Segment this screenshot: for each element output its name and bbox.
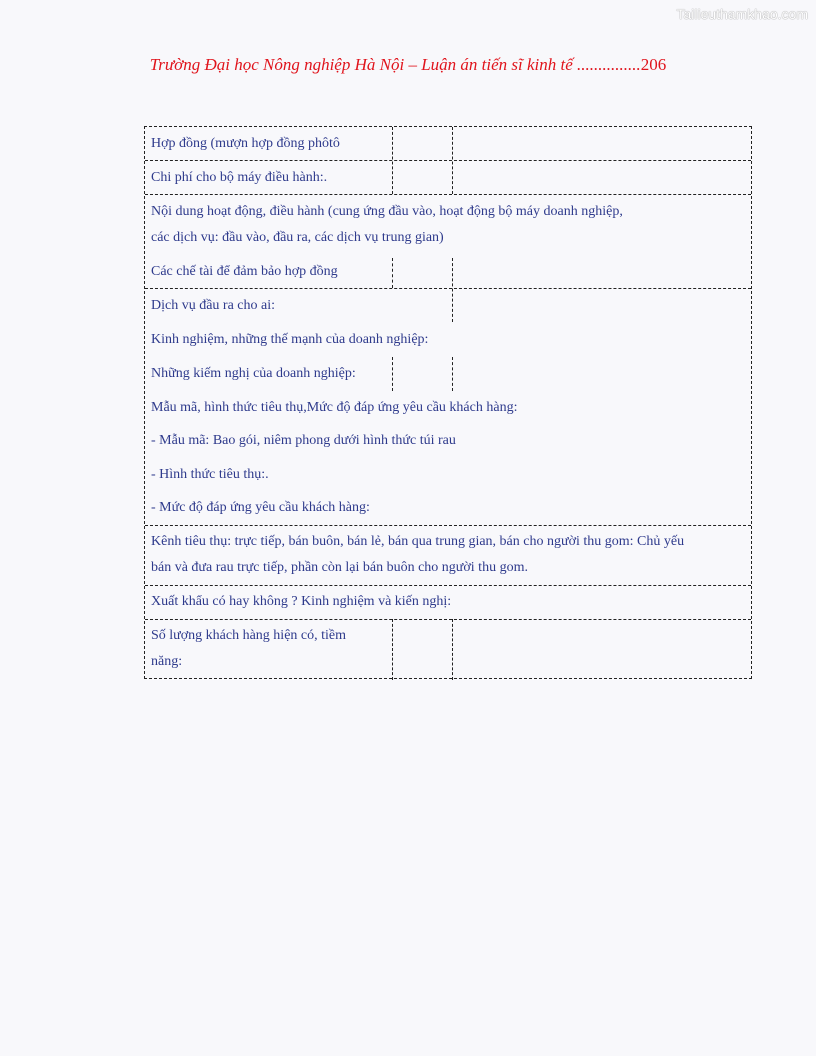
row-sales-channel: Kênh tiêu thụ: trực tiếp, bán buôn, bán lẻ, bán qua trung gian, bán cho người thu gom: Chủ yếu: [151, 534, 685, 549]
row-experience-strengths: Kinh nghiệm, những thế mạnh của doanh nghiệp:: [151, 332, 429, 347]
row-divider: [145, 585, 751, 586]
column-divider: [392, 357, 393, 391]
row-design-consumption: Mẫu mã, hình thức tiêu thụ,Mức độ đáp ứng yêu cầu khách hàng:: [151, 400, 518, 415]
watermark-text: Tailieuthamkhao.com: [676, 6, 808, 22]
row-export: Xuất khẩu có hay không ? Kinh nghiệm và kiến nghị:: [151, 594, 452, 609]
row-consumption-form: - Hình thức tiêu thụ:.: [151, 467, 269, 482]
column-divider: [392, 258, 393, 288]
column-divider: [452, 357, 453, 391]
column-divider: [452, 258, 453, 322]
page-header: [0, 55, 816, 75]
row-divider: [145, 194, 751, 195]
row-divider: [145, 160, 751, 161]
row-contract: Hợp đồng (mượn hợp đồng phôtô: [151, 136, 340, 151]
row-customer-count: Số lượng khách hàng hiện có, tiềm: [151, 628, 347, 643]
row-output-services: Dịch vụ đầu ra cho ai:: [151, 298, 276, 313]
row-operations-cont: các dịch vụ: đầu vào, đầu ra, các dịch vụ trung gian): [151, 230, 444, 245]
row-sales-channel-cont: bán và đưa rau trực tiếp, phần còn lại bán buôn cho người thu gom.: [151, 560, 528, 575]
row-divider: [145, 619, 751, 620]
row-operations: Nội dung hoạt động, điều hành (cung ứng đầu vào, hoạt động bộ máy doanh nghiệp,: [151, 204, 623, 219]
row-contract-sanctions: Các chế tài để đảm bảo hợp đồng: [151, 264, 338, 279]
survey-form-table: [144, 126, 752, 679]
column-divider: [452, 619, 453, 680]
row-management-cost: Chi phí cho bộ máy điều hành:.: [151, 170, 328, 185]
page-number: 206: [640, 55, 667, 74]
column-divider: [392, 127, 393, 194]
row-customer-response: - Mức độ đáp ứng yêu cầu khách hàng:: [151, 500, 370, 515]
row-divider: [145, 288, 751, 289]
header-title: Trường Đại học Nông nghiệp Hà Nội – Luận án tiến sĩ kinh tế ...............: [149, 55, 641, 74]
column-divider: [452, 127, 453, 194]
column-divider: [392, 619, 393, 680]
row-divider: [145, 525, 751, 526]
row-recommendations: Những kiếm nghị của doanh nghiệp:: [151, 366, 356, 381]
row-design: - Mẫu mã: Bao gói, niêm phong dưới hình thức túi rau: [151, 433, 456, 448]
row-customer-count-cont: năng:: [151, 654, 183, 669]
